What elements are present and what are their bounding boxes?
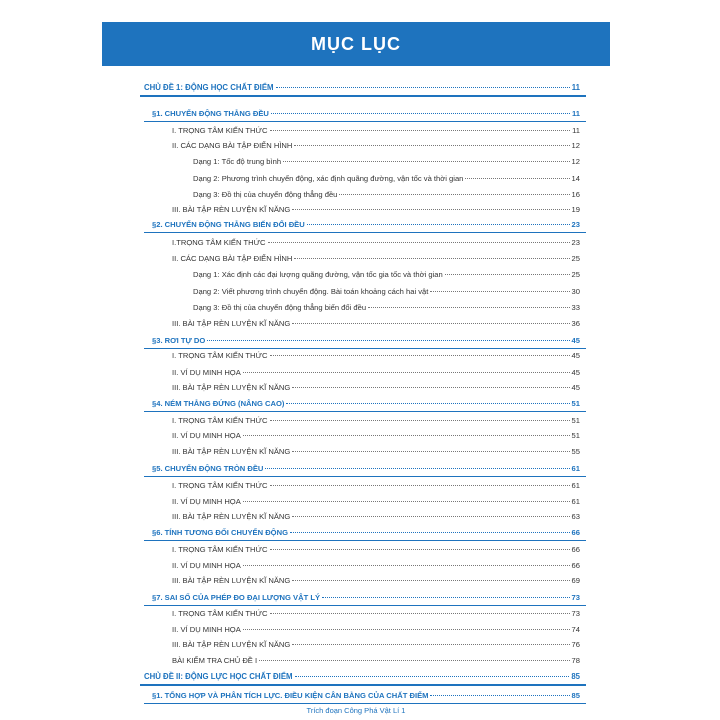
dot-leader <box>430 695 569 696</box>
toc-page-number: 51 <box>571 431 580 440</box>
toc-label: I. TRỌNG TÂM KIẾN THỨC <box>172 351 268 360</box>
toc-label: I. TRỌNG TÂM KIẾN THỨC <box>172 416 268 425</box>
toc-entry[interactable] <box>172 351 580 360</box>
section-rule <box>144 605 586 606</box>
toc-label: II. CÁC DẠNG BÀI TẬP ĐIỂN HÌNH <box>172 141 293 150</box>
toc-entry[interactable] <box>172 238 580 247</box>
toc-section[interactable] <box>152 593 580 602</box>
toc-page-number: 23 <box>571 220 580 229</box>
toc-entry[interactable] <box>172 447 580 456</box>
dot-leader <box>270 485 570 486</box>
toc-page-number: 45 <box>571 351 580 360</box>
toc-label: §1. CHUYỂN ĐỘNG THẲNG ĐỀU <box>152 109 269 118</box>
dot-leader <box>290 532 570 533</box>
dot-leader <box>268 242 570 243</box>
dot-leader <box>265 468 569 469</box>
dot-leader <box>243 435 570 436</box>
toc-label: BÀI KIỂM TRA CHỦ ĐỀ I <box>172 656 258 665</box>
dot-leader <box>286 403 569 404</box>
toc-label: II. VÍ DỤ MINH HỌA <box>172 368 241 377</box>
dot-leader <box>465 178 569 179</box>
toc-entry[interactable] <box>193 270 580 279</box>
toc-entry[interactable] <box>193 190 580 199</box>
toc-label: Dạng 2: Phương trình chuyển động, xác định quãng đường, vận tốc và thời gian <box>193 174 464 183</box>
dot-leader <box>322 597 569 598</box>
dot-leader <box>292 580 569 581</box>
toc-page-number: 63 <box>571 512 580 521</box>
dot-leader <box>243 372 570 373</box>
dot-leader <box>292 516 569 517</box>
toc-label: I.TRỌNG TÂM KIẾN THỨC <box>172 238 266 247</box>
toc-page-number: 61 <box>571 464 580 473</box>
toc-page-number: 12 <box>571 157 580 166</box>
toc-page-number: 51 <box>571 399 580 408</box>
toc-section[interactable] <box>152 399 580 408</box>
toc-page-number: 45 <box>571 368 580 377</box>
chapter-rule <box>140 684 586 686</box>
toc-entry[interactable] <box>172 640 580 649</box>
toc-page-number: 73 <box>571 609 580 618</box>
page-footer: Trích đoạn Công Phá Vật Lí 1 <box>306 706 406 715</box>
toc-label: Dạng 1: Xác định các đại lượng quãng đường, vận tốc gia tốc và thời gian <box>193 270 443 279</box>
dot-leader <box>339 194 569 195</box>
toc-label: II. CÁC DẠNG BÀI TẬP ĐIỂN HÌNH <box>172 254 293 263</box>
dot-leader <box>430 291 569 292</box>
toc-page-number: 16 <box>571 190 580 199</box>
toc-page-number: 73 <box>571 593 580 602</box>
toc-page-number: 14 <box>571 174 580 183</box>
toc-entry[interactable] <box>172 512 580 521</box>
dot-leader <box>292 209 569 210</box>
toc-label: Dạng 3: Đồ thị của chuyển động thẳng đều <box>193 190 338 199</box>
dot-leader <box>292 451 569 452</box>
toc-page-number: 11 <box>572 126 580 135</box>
dot-leader <box>270 549 570 550</box>
toc-entry[interactable] <box>172 481 580 490</box>
dot-leader <box>270 130 571 131</box>
toc-label: CHỦ ĐỀ II: ĐỘNG LỰC HỌC CHẤT ĐIỂM <box>144 672 293 681</box>
toc-entry[interactable] <box>172 431 580 440</box>
toc-entry[interactable] <box>193 174 580 183</box>
toc-label: I. TRỌNG TÂM KIẾN THỨC <box>172 481 268 490</box>
dot-leader <box>270 613 570 614</box>
dot-leader <box>270 355 570 356</box>
toc-page-number: 85 <box>571 672 580 681</box>
dot-leader <box>292 323 569 324</box>
toc-page-number: 45 <box>571 383 580 392</box>
toc-page-number: 51 <box>571 416 580 425</box>
toc-label: I. TRỌNG TÂM KIẾN THỨC <box>172 545 268 554</box>
toc-entry[interactable] <box>172 205 580 214</box>
toc-chapter[interactable] <box>144 83 580 92</box>
toc-entry[interactable] <box>172 383 580 392</box>
toc-page-number: 61 <box>571 497 580 506</box>
dot-leader <box>292 387 569 388</box>
toc-entry[interactable] <box>172 625 580 634</box>
toc-label: §5. CHUYỂN ĐỘNG TRÒN ĐỀU <box>152 464 264 473</box>
toc-section[interactable] <box>152 220 580 229</box>
toc-section[interactable] <box>152 528 580 537</box>
page-title: MỤC LỤC <box>311 33 401 54</box>
dot-leader <box>259 660 569 661</box>
dot-leader <box>445 274 570 275</box>
dot-leader <box>292 644 569 645</box>
chapter-rule <box>140 95 586 97</box>
toc-label: II. VÍ DỤ MINH HỌA <box>172 625 241 634</box>
section-rule <box>144 411 586 412</box>
toc-label: III. BÀI TẬP RÈN LUYỆN KĨ NĂNG <box>172 512 291 521</box>
toc-page-number: 33 <box>571 303 580 312</box>
dot-leader <box>294 258 569 259</box>
section-rule <box>144 121 586 122</box>
toc-label: §7. SAI SỐ CỦA PHÉP ĐO ĐẠI LƯỢNG VẬT LÝ <box>152 593 321 602</box>
toc-label: III. BÀI TẬP RÈN LUYỆN KĨ NĂNG <box>172 640 291 649</box>
toc-page-number: 23 <box>571 238 580 247</box>
toc-page-number: 85 <box>571 691 580 700</box>
toc-page-number: 66 <box>571 528 580 537</box>
dot-leader <box>283 161 569 162</box>
dot-leader <box>243 565 570 566</box>
toc-page-number: 66 <box>571 545 580 554</box>
toc-page-number: 78 <box>571 656 580 665</box>
toc-label: I. TRỌNG TÂM KIẾN THỨC <box>172 609 268 618</box>
toc-label: §3. RƠI TỰ DO <box>152 336 206 345</box>
toc-label: §4. NÉM THẲNG ĐỨNG (NÂNG CAO) <box>152 399 285 408</box>
toc-page-number: 25 <box>571 270 580 279</box>
toc-label: CHỦ ĐỀ 1: ĐỘNG HỌC CHẤT ĐIỂM <box>144 83 274 92</box>
dot-leader <box>368 307 569 308</box>
dot-leader <box>207 340 569 341</box>
dot-leader <box>243 629 570 630</box>
toc-page-number: 61 <box>571 481 580 490</box>
toc-page-number: 11 <box>571 109 580 118</box>
toc-entry[interactable] <box>172 416 580 425</box>
toc-entry[interactable] <box>172 254 580 263</box>
toc-label: III. BÀI TẬP RÈN LUYỆN KĨ NĂNG <box>172 447 291 456</box>
toc-label: I. TRỌNG TÂM KIẾN THỨC <box>172 126 268 135</box>
toc-label: Dạng 1: Tốc độ trung bình <box>193 157 282 166</box>
dot-leader <box>270 420 570 421</box>
toc-entry[interactable] <box>172 576 580 585</box>
toc-page-number: 30 <box>571 287 580 296</box>
toc-entry[interactable] <box>193 157 580 166</box>
toc-entry[interactable] <box>172 141 580 150</box>
toc-page-number: 12 <box>571 141 580 150</box>
toc-page-number: 74 <box>571 625 580 634</box>
toc-entry[interactable] <box>172 126 580 135</box>
toc-label: Dạng 3: Đồ thị của chuyển động thẳng biến đổi đều <box>193 303 367 312</box>
toc-section[interactable] <box>152 336 580 345</box>
toc-entry[interactable] <box>172 497 580 506</box>
dot-leader <box>276 87 570 88</box>
toc-page-number: 11 <box>571 83 580 92</box>
toc-label: §2. CHUYỂN ĐỘNG THẲNG BIẾN ĐỔI ĐỀU <box>152 220 305 229</box>
toc-label: III. BÀI TẬP RÈN LUYỆN KĨ NĂNG <box>172 205 291 214</box>
toc-label: II. VÍ DỤ MINH HỌA <box>172 431 241 440</box>
toc-page-number: 45 <box>571 336 580 345</box>
toc-label: §6. TÍNH TƯƠNG ĐỐI CHUYỂN ĐỘNG <box>152 528 288 537</box>
toc-entry[interactable] <box>172 561 580 570</box>
dot-leader <box>295 676 570 677</box>
toc-label: II. VÍ DỤ MINH HỌA <box>172 561 241 570</box>
toc-page-number: 36 <box>571 319 580 328</box>
toc-section[interactable] <box>152 109 580 118</box>
toc-page-number: 25 <box>571 254 580 263</box>
section-rule <box>144 476 586 477</box>
toc-entry[interactable] <box>172 319 580 328</box>
dot-leader <box>294 145 569 146</box>
toc-entry[interactable] <box>172 656 580 665</box>
toc-entry[interactable] <box>172 545 580 554</box>
section-rule <box>144 348 586 349</box>
toc-chapter[interactable] <box>144 672 580 681</box>
toc-entry[interactable] <box>172 609 580 618</box>
toc-label: III. BÀI TẬP RÈN LUYỆN KĨ NĂNG <box>172 576 291 585</box>
section-rule <box>144 540 586 541</box>
dot-leader <box>243 501 570 502</box>
toc-page-number: 66 <box>571 561 580 570</box>
section-rule <box>144 232 586 233</box>
dot-leader <box>271 113 570 114</box>
toc-label: III. BÀI TẬP RÈN LUYỆN KĨ NĂNG <box>172 383 291 392</box>
section-rule <box>144 703 586 704</box>
toc-entry[interactable] <box>193 303 580 312</box>
toc-label: III. BÀI TẬP RÈN LUYỆN KĨ NĂNG <box>172 319 291 328</box>
toc-label: §1. TỔNG HỢP VÀ PHÂN TÍCH LỰC. ĐIỀU KIỆN CÂN BẰNG CỦA CHẤT ĐIỂM <box>152 691 429 700</box>
toc-section[interactable] <box>152 691 580 700</box>
toc-page-number: 55 <box>571 447 580 456</box>
toc-page-number: 69 <box>571 576 580 585</box>
toc-label: Dạng 2: Viết phương trình chuyển động. Bài toán khoảng cách hai vật <box>193 287 429 296</box>
toc-entry[interactable] <box>172 368 580 377</box>
dot-leader <box>307 224 570 225</box>
toc-page-number: 76 <box>571 640 580 649</box>
toc-page-number: 19 <box>571 205 580 214</box>
toc-section[interactable] <box>152 464 580 473</box>
toc-entry[interactable] <box>193 287 580 296</box>
toc-label: II. VÍ DỤ MINH HỌA <box>172 497 241 506</box>
